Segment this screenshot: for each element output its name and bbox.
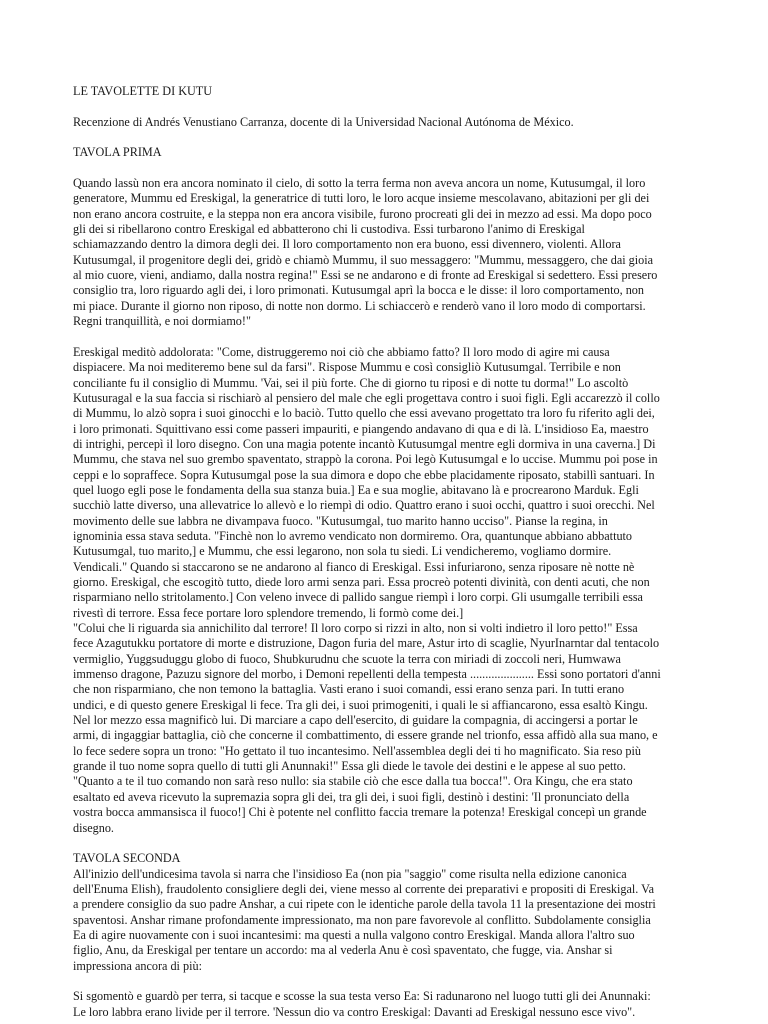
paragraph-1: Quando lassù non era ancora nominato il cielo, di sotto la terra ferma non aveva ancora un nome, Kutusumgal, il loro generatore, Mummu ed Ereskigal, la generatrice di tutti loro, le loro acque insieme mescolavano, abitazioni per gli dei non erano ancora costruite, e la steppa non era ancora visibile, furono procreati gli dei in mezzo ad essi. Ma dopo poco gli dei si ribellarono contro Ereskigal ed abbatterono chi li custodiva. Essi turbarono l'animo di Ereskigal schiamazzando dentro la dimora degli dei. Il loro comportamento non era buono, essi divennero, violenti. Allora Kutusumgal, il progenitore degli dei, gridò e chiamò Mummu, il suo messaggero: "Mummu, messaggero, che dai gioia al mio cuore, vieni, andiamo, dalla nostra regina!" Essi se ne andarono e di fronte ad Ereskigal si sedettero. Essi presero consiglio tra, loro riguardo agli dei, i loro primonati. Kutusumgal aprì la bocca e le disse: il loro comportamento, non mi piace. Durante il giorno non riposo, di notte non dormo. Li schiaccerò e renderò vano il loro modo di comportarsi. Regni tranquillità, e noi dormiamo!"	[73, 176, 658, 329]
section-heading-tavola-prima: TAVOLA PRIMA	[73, 145, 162, 160]
document-page	[73, 84, 703, 1020]
document-title: LE TAVOLETTE DI KUTU	[73, 84, 213, 98]
paragraph-4: Si sgomentò e guardò per terra, si tacque e scosse la sua testa verso Ea: Si radunarono nel luogo tutti gli dei Anunnaki: Le loro labbra erano livide per il terrore. 'Nessun dio va contro Ereskigal: Davanti ad Ereskigal nessuno esce vivo".	[73, 989, 651, 1019]
paragraph-2: Ereskigal meditò addolorata: "Come, distruggeremo noi ciò che abbiamo fatto? Il loro modo di agire mi causa dispiacere. Ma noi mediteremo bene sul da farsi". Rispose Mummu e così consigliò Kutusumgal. Terribile e non conciliante fu il consiglio di Mummu. 'Vai, sei il più forte. Che di giorno tu riposi e di notte tu dorma!" Lo ascoltò Kutusuragal e la sua faccia si rischiarò al pensiero del male che egli progettava contro i suoi figli. Egli accarezzò il collo di Mummu, lo alzò sopra i suoi ginocchi e lo baciò. Tutto quello che essi avevano progettato tra loro fu riferito agli dei, i loro primonati. Squittivano essi come passeri impauriti, e piangendo andavano di qua e di là. L'insidioso Ea, maestro di intrighi, percepì il loro disegno. Con una magia potente incantò Kutusumgal mentre egli dormiva in una caverna.] Di Mummu, che stava nel suo grembo spaventato, strappò la corona. Poi legò Kutusumgal e lo uccise. Mummu poi pose in ceppi e lo sopraffece. Sopra Kutusumgal pose la sua dimora e dopo che ebbe placidamente riposato, stabillì santuari. In quel luogo egli pose le fondamenta della sua stanza buia.] Ea e sua moglie, abitavano là e procrearono Marduk. Egli succhiò latte diverso, una allevatrice lo allevò e lo riempì di odio. Quattro erano i suoi occhi, quattro i suoi orecchi. Nel movimento delle sue labbra ne divampava fuoco. "Kutusumgal, tuo marito hanno ucciso". Pianse la regina, in ignominia essa stava seduta. "Finchè non lo avremo vendicato non dormiremo. Ora, quantunque abbiano abbattuto Kutusumgal, tuo marito,] e Mummu, che essi legarono, non sola tu siedi. Li vendicheremo, vogliamo dormire. Vendicali." Quando si staccarono se ne andarono al fianco di Ereskigal. Essi infuriarono, senza riposare nè notte nè giorno. Ereskigal, che escogitò tutto, diede loro armi senza pari. Essa procreò potenti divinità, con denti acuti, che non risparmiano nello stritolamento.] Con veleno invece di pallido sangue riempì i loro corpi. Gli usumgalle terribili essa rivestì di terrore. Essa fece portare loro splendore tremendo, li formò come dei.] "Colui che li riguarda sia annichilito dal terrore! Il loro corpo si rizzi in alto, non si volti indietro il loro petto!" Essa fece Azagutukku portatore di morte e distruzione, Dagon furia del mare, Astur irto di scaglie, NyurInarntar dal tentacolo vermiglio, Yuggsuduggu globo di fuoco, Shubkurudnu che scuote la terra con miriadi di zoccoli neri, Humwawa immenso dragone, Pazuzu signore del morbo, i Demoni repellenti della tempesta ..................... Essi sono portatori d'anni che non risparmiano, che non temono la battaglia. Vasti erano i suoi comandi, essi erano senza pari. In tutti erano undici, e di questo genere Ereskigal li fece. Tra gli dei, i suoi primogeniti, i quali le si affiancarono, essa esaltò Kingu. Nel lor mezzo essa magnificò lui. Di marciare a capo dell'esercito, di guidare la compagnia, di accingersi a portar le armi, di ingaggiar battaglia, ciò che concerne il combattimento, di essere grande nel trionfo, essa affidò alla sua mano, e lo fece sedere sopra un trono: "Ho gettato il tuo incantesimo. Nell'assemblea degli dei ti ho magnificato. Sia reso più grande il tuo nome sopra quello di tutti gli Anunnaki!" Essa gli diede le tavole dei destini e le appese al suo petto. "Quanto a te il tuo comando non sarà reso nullo: sia stabile ciò che esce dalla tua bocca!". Ora Kingu, che era stato esaltato ed aveva ricevuto la supremazia sopra gli dei, tra gli dei, i suoi figli, destinò i destini: 'Il pronunciato della vostra bocca ammansisca il fuoco!] Chi è potente nel conflitto faccia tremare la potenza! Ereskigal concepì un grande disegno.	[73, 344, 661, 835]
section-heading-tavola-seconda: TAVOLA SECONDA	[73, 851, 181, 866]
document-subtitle: Recenzione di Andrés Venustiano Carranza, docente di la Universidad Nacional Autónoma de México.	[73, 114, 574, 129]
paragraph-3: All'inizio dell'undicesima tavola si narra che l'insidioso Ea (non pia "saggio" come risulta nella edizione canonica dell'Enuma Elish), fraudolento consigliere degli dei, viene messo al corrente dei preparativi e propositi di Ereskigal. Va a prendere consiglio da suo padre Anshar, a cui ripete con le identiche parole della tavola 11 la presentazione dei mostri spaventosi. Anshar rimane profondamente impressionato, ma non pare favorevole al conflitto. Subdolamente consiglia Ea di agire nuovamente con i suoi incantesimi: ma questi a nulla valgono contro Ereskigal. Manda allora l'altro suo figlio, Anu, da Ereskigal per tentare un accordo: ma al vederla Anu è così spaventato, che fugge, via. Anshar si impressiona ancora di più:	[73, 866, 656, 973]
